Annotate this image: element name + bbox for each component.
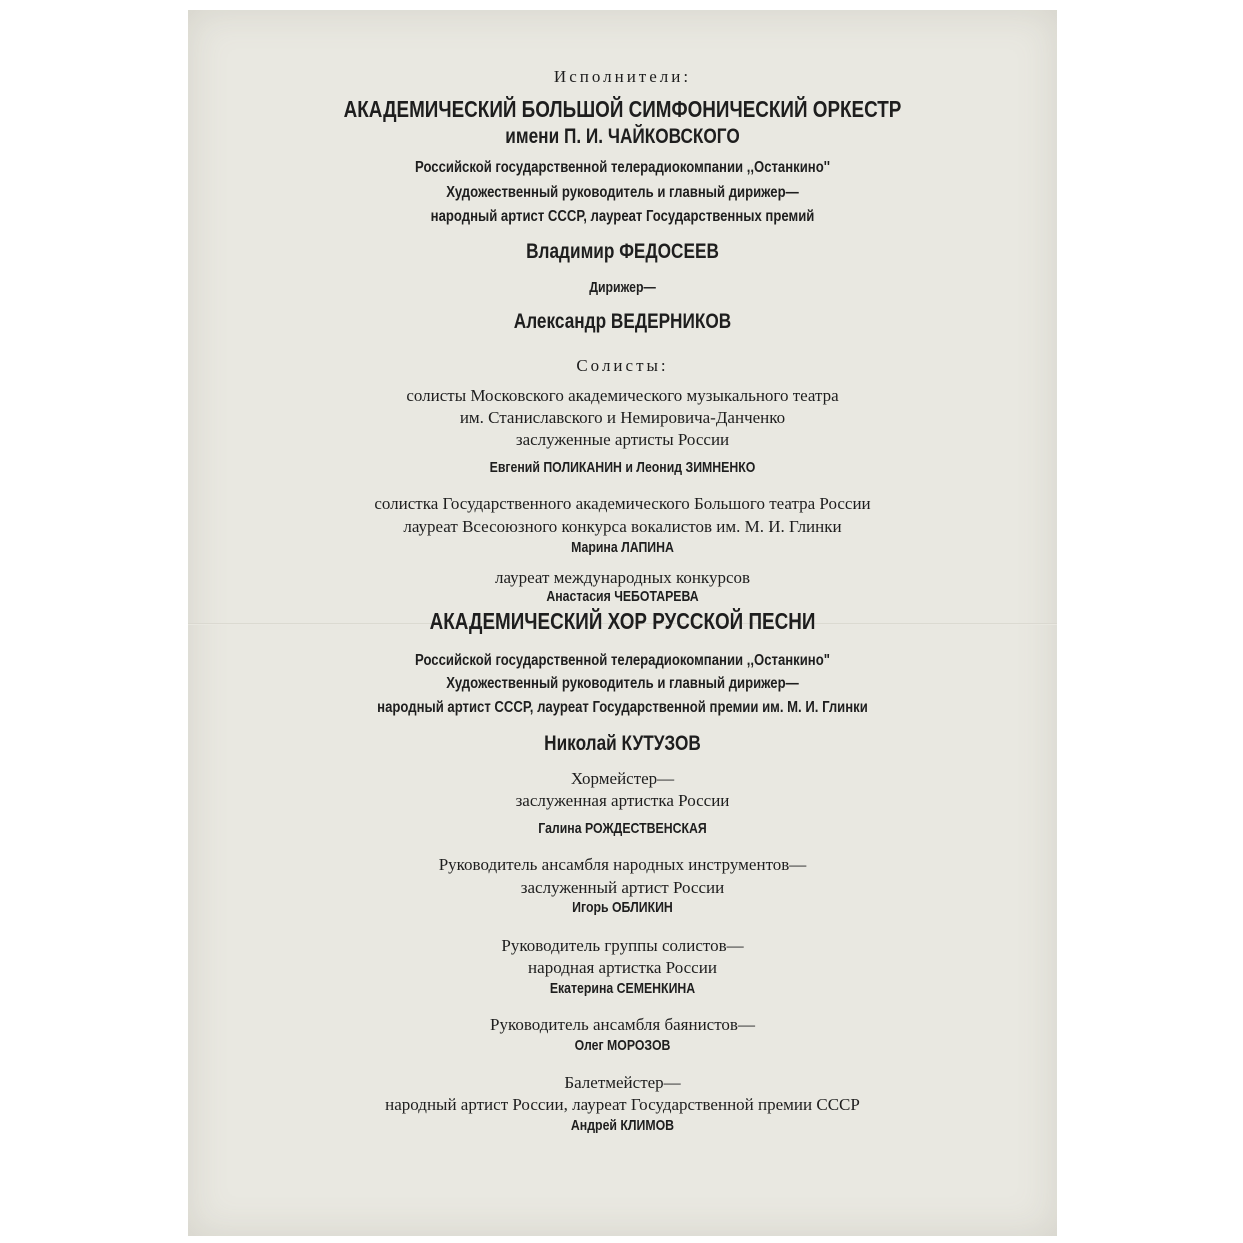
orchestra-name-line2: имени П. И. ЧАЙКОВСКОГО xyxy=(505,125,740,148)
choir-director-title1: Художественный руководитель и главный дирижер— xyxy=(446,675,799,692)
soloists-group2-line1: солистка Государственного академического Большого театра России xyxy=(374,494,871,513)
choir-affiliation: Российской государственной телерадиокомпании ,,Останкино" xyxy=(415,652,830,669)
ballet-master-title1: Балетмейстер— xyxy=(564,1073,681,1092)
soloists-group1-line3: заслуженные артисты России xyxy=(515,430,730,449)
choir-director-name: Николай КУТУЗОВ xyxy=(544,732,701,755)
soloists-group1-names: Евгений ПОЛИКАНИН и Леонид ЗИМНЕНКО xyxy=(489,459,756,476)
choirmaster-name: Галина РОЖДЕСТВЕНСКАЯ xyxy=(538,820,707,837)
orchestra-affiliation: Российской государственной телерадиокомпании ,,Останкино'' xyxy=(415,159,830,176)
choir-director-title2: народный артист СССР, лауреат Государственной премии им. М. И. Глинки xyxy=(377,699,868,716)
soloists-group1-line2: им. Станиславского и Немировича-Данченко xyxy=(459,408,786,427)
conductor-name: Александр ВЕДЕРНИКОВ xyxy=(513,310,732,333)
soloists-group3-line1: лауреат международных конкурсов xyxy=(494,568,751,587)
soloist-group-title2: народная артистка России xyxy=(528,958,717,977)
soloist-group-title1: Руководитель группы солистов— xyxy=(501,936,744,955)
performers-heading: Исполнители: xyxy=(553,67,692,86)
ballet-master-title2: народный артист России, лауреат Государственной премии СССР xyxy=(385,1095,860,1114)
orchestra-name-line1: АКАДЕМИЧЕСКИЙ БОЛЬШОЙ СИМФОНИЧЕСКИЙ ОРКЕСТР xyxy=(343,96,902,122)
choirmaster-title1: Хормейстер— xyxy=(570,769,675,788)
soloists-group2-name: Марина ЛАПИНА xyxy=(571,539,674,556)
soloists-group1-line1: солисты Московского академического музыкального театра xyxy=(406,386,839,405)
soloists-heading: Солисты: xyxy=(576,356,669,375)
folk-ensemble-title2: заслуженный артист России xyxy=(520,878,725,897)
choir-name: АКАДЕМИЧЕСКИЙ ХОР РУССКОЙ ПЕСНИ xyxy=(429,608,816,634)
orchestra-director-name: Владимир ФЕДОСЕЕВ xyxy=(526,240,719,263)
soloists-group3-name: Анастасия ЧЕБОТАРЕВА xyxy=(546,588,699,605)
soloist-group-name: Екатерина СЕМЕНКИНА xyxy=(549,980,696,997)
soloists-group2-line2: лауреат Всесоюзного конкурса вокалистов им. М. И. Глинки xyxy=(403,517,842,536)
choirmaster-title2: заслуженная артистка России xyxy=(515,791,730,810)
program-sheet xyxy=(188,10,1057,1236)
ballet-master-name: Андрей КЛИМОВ xyxy=(570,1117,675,1134)
bayan-ensemble-name: Олег МОРОЗОВ xyxy=(574,1037,671,1054)
folk-ensemble-name: Игорь ОБЛИКИН xyxy=(572,899,673,916)
folk-ensemble-title1: Руководитель ансамбля народных инструментов— xyxy=(438,855,807,874)
bayan-ensemble-title: Руководитель ансамбля баянистов— xyxy=(490,1015,755,1034)
orchestra-director-title2: народный артист СССР, лауреат Государственных премий xyxy=(430,208,815,225)
orchestra-director-title1: Художественный руководитель и главный дирижер— xyxy=(446,184,799,201)
conductor-title: Дирижер— xyxy=(589,279,656,296)
